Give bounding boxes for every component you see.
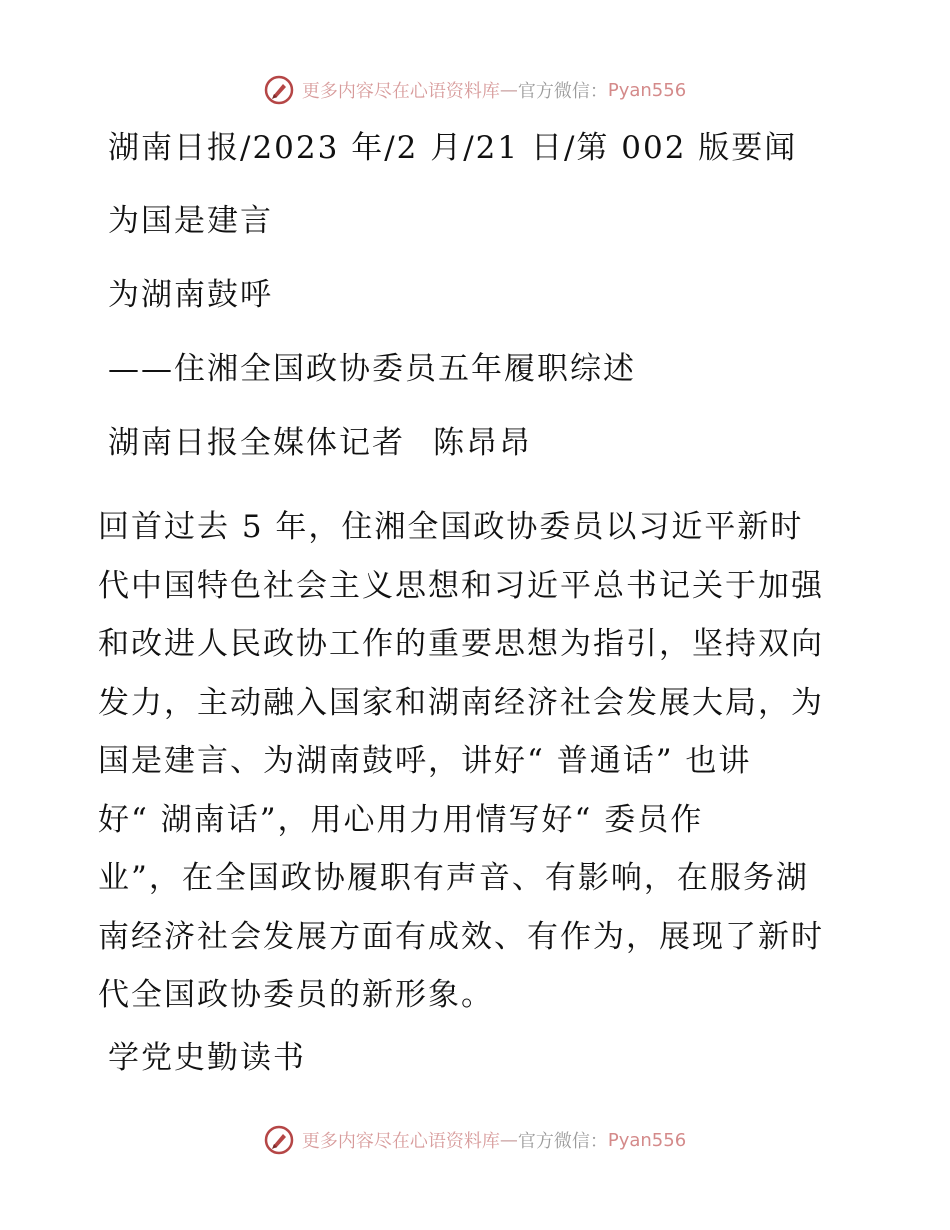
pen-logo-icon bbox=[264, 1125, 294, 1155]
article-paragraph bbox=[98, 498, 858, 1025]
paragraph-line: 好“ 湖南话”，用心用力用情写好“ 委员作 bbox=[98, 801, 704, 838]
paragraph-line: 回首过去 5 年，住湘全国政协委员以习近平新时 bbox=[98, 509, 804, 545]
paragraph-line: 代全国政协委员的新形象。 bbox=[98, 977, 494, 1013]
paragraph-line: 代中国特色社会主义思想和习近平总书记关于加强 bbox=[98, 567, 824, 604]
section-heading: 学党史勤读书 bbox=[108, 1040, 306, 1076]
article-title-line-1: 为国是建言 bbox=[108, 203, 273, 239]
watermark-footer bbox=[0, 1120, 950, 1160]
pen-logo-icon bbox=[264, 75, 294, 105]
watermark-account: Pyan556 bbox=[607, 1129, 687, 1151]
article-byline bbox=[108, 423, 532, 463]
watermark-header bbox=[0, 70, 950, 110]
paragraph-line: 国是建言、为湖南鼓呼，讲好“ 普通话” 也讲 bbox=[98, 743, 752, 779]
byline-role: 湖南日报全媒体记者 bbox=[108, 425, 405, 461]
article-dateline: 湖南日报/2023 年/2 月/21 日/第 002 版要闻 bbox=[108, 130, 798, 166]
paragraph-line: 发力，主动融入国家和湖南经济社会发展大局，为 bbox=[98, 684, 824, 721]
watermark-dash: — bbox=[499, 1129, 518, 1151]
watermark-label: 官方微信： bbox=[517, 81, 608, 102]
watermark-dash: — bbox=[499, 79, 518, 101]
paragraph-line: 业”，在全国政协履职有声音、有影响，在服务湖 bbox=[98, 860, 809, 896]
article-subtitle: ——住湘全国政协委员五年履职综述 bbox=[108, 351, 636, 387]
watermark-label: 官方微信： bbox=[517, 1131, 608, 1152]
watermark-main-text: 更多内容尽在心语资料库 bbox=[301, 1131, 500, 1152]
paragraph-line: 南经济社会发展方面有成效、有作为，展现了新时 bbox=[98, 918, 824, 955]
article-title-line-2: 为湖南鼓呼 bbox=[108, 277, 273, 313]
watermark-account: Pyan556 bbox=[607, 79, 687, 101]
watermark-main-text: 更多内容尽在心语资料库 bbox=[301, 81, 500, 102]
byline-name: 陈昂昂 bbox=[433, 425, 532, 461]
paragraph-line: 和改进人民政协工作的重要思想为指引，坚持双向 bbox=[98, 626, 824, 662]
